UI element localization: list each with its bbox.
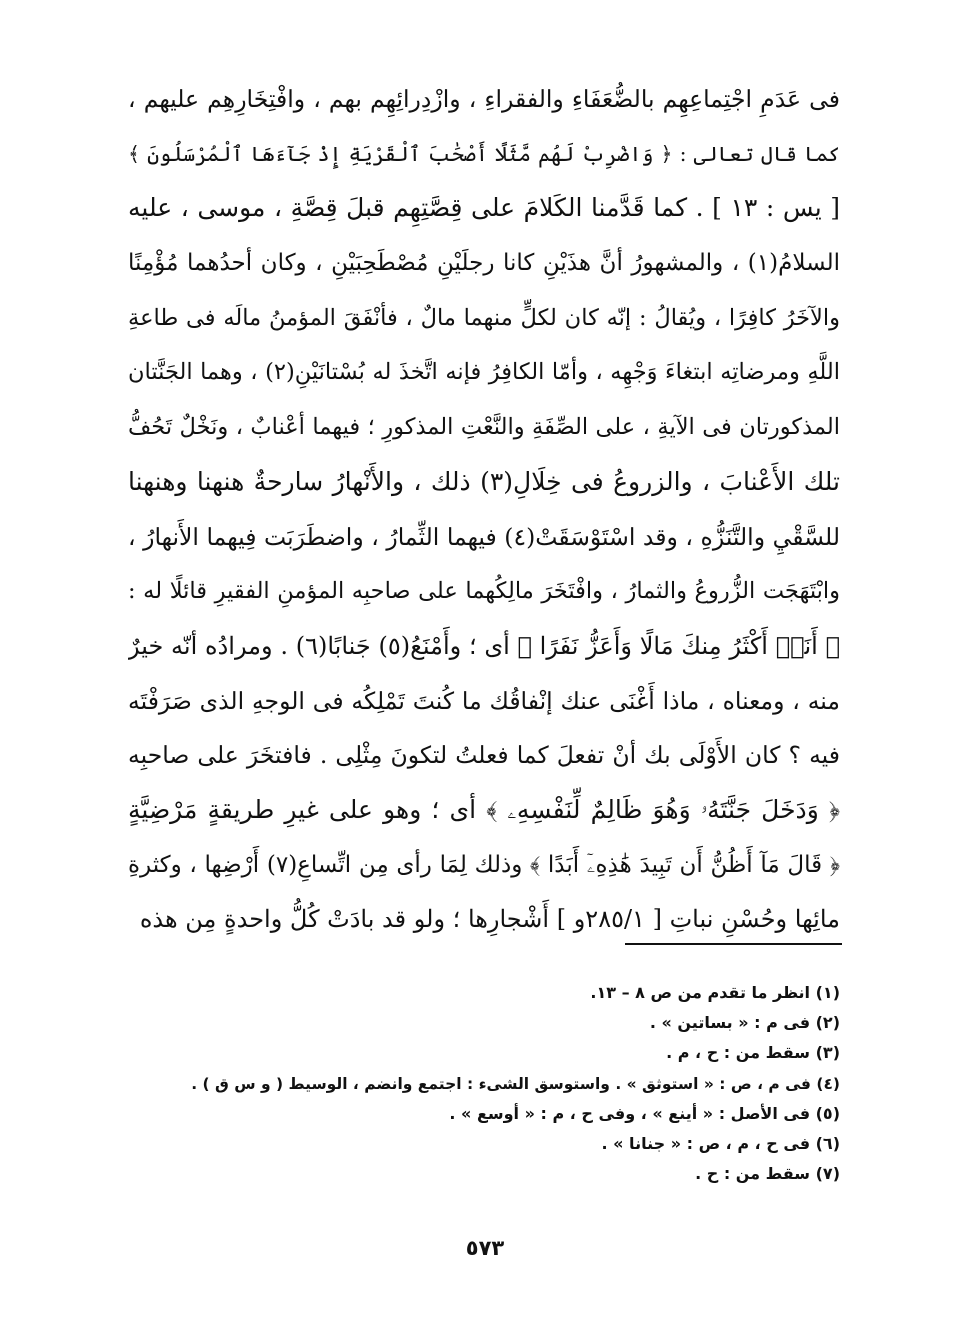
main-text — [128, 72, 840, 947]
footnote: (٣) سقط من : ح ، م . — [666, 1043, 840, 1063]
footnote: (٥) فى الأصل : « أينع » ، وفى ح ، م : « أوسع » . — [449, 1103, 840, 1123]
text-line: ﴿ وَدَخَلَ جَنَّتَهُۥ وَهُوَ ظَالِمٌ لِّنَفْسِهِۦ ﴾ أى ؛ وهو على غيرِ طريقةٍ مَرْضِيَّةٍ — [128, 794, 840, 824]
text-line: [ يس : ١٣ ] . كما قَدَّمنا الكَلامَ على قِصَّتِهِم قبلَ قِصَّةِ ، موسى ، عليه — [128, 193, 840, 223]
text-line: كما قال تعالى : ﴿ وَاضْرِبْ لَهُم مَّثَلًا أَصْحَٰبَ ٱلْقَرْيَةِ إِذْ جَآءَهَا ٱلْمُرْسَلُونَ ﴾ — [128, 141, 840, 166]
text-line: مائِها وحُسْنِ نباتِ [ ٢٨٥/١و ] أَشْجارِها ؛ ولو قد بادَتْ كُلُّ واحدةٍ مِن هذه — [139, 905, 840, 934]
footnotes — [180, 978, 840, 1189]
text-line: للسَّقْيِ والتَّنَزُّهِ ، وقد اسْتَوْسَقَتْ(٤) فيهما الثِّمارُ ، واضطَرَبَت فِيهما الأَنهارُ ، — [128, 522, 840, 551]
text-line: منه ، ومعناه ، ماذا أَغْنَى عنك إنْفاقُك ما كُنتَ تَمْلِكُه فى الوجهِ الذى صَرَفْتَه — [128, 686, 840, 715]
text-line: ﴿ قَالَ مَآ أَظُنُّ أَن تَبِيدَ هَٰذِهِۦٓ أَبَدًا ﴾ وذلك لِمَا رأى مِن اتِّساعِ(٧) أَرْضِها ، وكثرةِ — [128, 851, 840, 878]
text-line: ﴿ أَنَا۠ أَكْثَرُ مِنكَ مَالًا وَأَعَزُّ نَفَرًا ﴾ أى ؛ وأَمْنَعُ(٥) جَنابًا(٦) . ومرادُه أنّه خيرٌ — [128, 631, 840, 660]
text-line: السلامُ(١) ، والمشهورُ أنَّ هذَيْنِ كانا رجلَيْنِ مُصْطَحِبَيْنِ ، وكان أحدُهما مُؤْمِنًا — [128, 250, 840, 277]
footnote: (٧) سقط من : ح . — [695, 1164, 840, 1184]
footnote: (١) انظر ما تقدم من ص ٨ – ١٣. — [590, 983, 840, 1002]
footnote: (٢) فى م : « بساتين » . — [649, 1013, 840, 1033]
text-line: وابْتَهَجَت الزُّروعُ والثمارُ ، وافْتَخَرَ مالِكُهما على صاحبِه المؤمنِ الفقيرِ قائلًا له : — [128, 578, 840, 605]
page-number: ٥٧٣ — [465, 1236, 505, 1260]
text-line: فيه ؟ كان الأَوْلَى بك أنْ تفعلَ كما فعلتُ لتكونَ مِثْلِى . فافتخَرَ على صاحبِه — [128, 741, 840, 770]
text-line: اللَّهِ ومرضاتِه ابتغاءَ وَجْهِه ، وأمّا الكافِرُ فإنه اتَّخذَ له بُسْتانَيْنِ(٢) ، وهما الجَنَّتان — [128, 359, 840, 386]
footnote-separator — [625, 943, 842, 945]
text-line: فى عَدَمِ اجْتِماعِهِم بالضُّعَفَاءِ والفقراءِ ، وازْدِرائِهِم بهم ، وافْتِخَارِهِم عليهم ، — [128, 85, 840, 113]
text-line: المذكورتان فى الآيةِ ، على الصِّفَةِ والنَّعْتِ المذكورِ ؛ فيهما أعْنابٌ ، ونَخْلٌ تَحُفُّ — [128, 414, 840, 441]
text-line: والآخَرُ كافِرًا ، ويُقالُ : إنّه كان لكلٍّ منهما مالٌ ، فأنْفَقَ المؤمنُ مالَه فى طاعةِ — [128, 304, 840, 331]
footnote: (٦) فى ح ، م ، ص : « جنانا » . — [601, 1134, 840, 1154]
text-line: تلك الأَعْنابَ ، والزروعُ فى خِلَالِ(٣) ذلك ، والأَنْهارُ سارحةٌ هنهنا وهنهنا — [128, 466, 840, 496]
footnote: (٤) فى م ، ص : « استوثق » . واستوسق الشىء : اجتمع وانضم ، الوسيط ( و س ق ) . — [191, 1074, 840, 1093]
